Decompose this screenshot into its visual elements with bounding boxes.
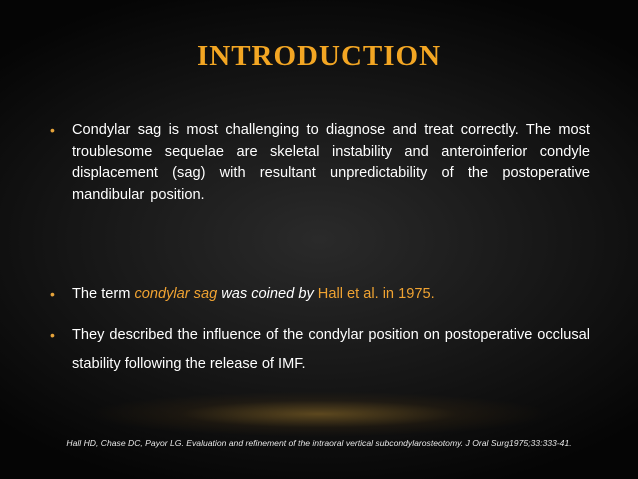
bullet-occlusal-stability (50, 321, 590, 379)
bullet-term-origin (50, 284, 590, 304)
highlighted-author: Hall et al. in 1975. (313, 286, 435, 302)
highlighted-term: condylar sag (134, 286, 218, 302)
bullet-text: Condylar sag is most challenging to diagnose and treat correctly. The most troublesome sequelae are skeletal instability and anteroinferior condyle displacement (sag) with resultant unpredictability of the postoperative mandibular position. (72, 122, 590, 203)
bullet-text-prefix: The term (72, 286, 135, 302)
bullet-text: They described the influence of the condylar position on postoperative occlusal stability following the release of IMF. (72, 327, 590, 372)
bottom-glow (40, 378, 598, 438)
slide-title: INTRODUCTION (196, 40, 442, 72)
bullet-icon: • (50, 327, 55, 343)
reference-citation: Hall HD, Chase DC, Payor LG. Evaluation and refinement of the intraoral vertical subcondylarosteotomy. J Oral Surg1975;33:333-41. (66, 438, 572, 448)
bullet-icon: • (50, 286, 55, 302)
bullet-condylar-sag-challenge (50, 120, 590, 206)
bullet-text-middle: was coined by (217, 286, 314, 302)
bullet-icon: • (50, 122, 55, 138)
